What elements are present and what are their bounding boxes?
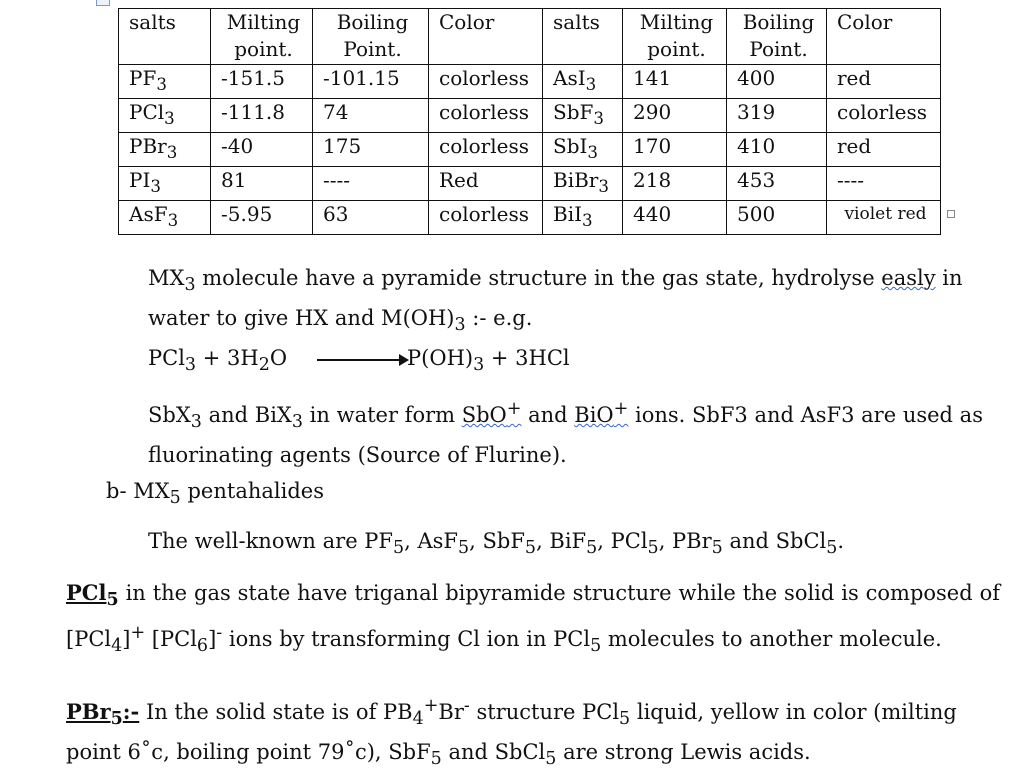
halides-table [118, 8, 941, 235]
spelling-flag: easly [881, 266, 936, 290]
header-cell: Milting point. [211, 9, 313, 65]
boiling-point-cell: 500 [727, 201, 827, 235]
salt-cell: $PF_3$ [119, 65, 211, 99]
boiling-point-cell: 63 [313, 201, 429, 235]
header-cell: Milting point. [623, 9, 727, 65]
salt-cell: $PI_3$ [119, 167, 211, 201]
paragraph-sbx3-bix3: SbX$_3$ and BiX$_3$ in water form SbO+ and BiO+ ions. SbF3 and AsF3 are used as fluorinating agents (Source of Flurine). [148, 399, 983, 468]
color-cell: colorless [827, 99, 941, 133]
melting-point-cell: -151.5 [211, 65, 313, 99]
salt-cell: AsI$_3$ [543, 65, 623, 99]
boiling-point-cell: -101.15 [313, 65, 429, 99]
color-cell: Red [429, 167, 543, 201]
melting-point-cell: -5.95 [211, 201, 313, 235]
section-heading: b- $MX_5$ pentahalides [106, 479, 324, 509]
boiling-point-cell: 319 [727, 99, 827, 133]
boiling-point-cell: ---- [313, 167, 429, 201]
melting-point-cell: 440 [623, 201, 727, 235]
header-cell: Color [429, 9, 543, 65]
salt-cell: SbI$_3$ [543, 133, 623, 167]
header-cell: Color [827, 9, 941, 65]
melting-point-cell: -111.8 [211, 99, 313, 133]
salt-cell: BiBr$_3$ [543, 167, 623, 201]
boiling-point-cell: 74 [313, 99, 429, 133]
color-cell: colorless [429, 133, 543, 167]
color-cell: colorless [429, 65, 543, 99]
paragraph-pbr5: PBr$_5$:- In the solid state is of $PB_4^+Br^-$ structure PCl$_5$ liquid, yellow in color (milting point 6˚c, boiling point 79˚c), SbF$_5$ and SbCl$_5$ are strong Lewis acids. [66, 696, 957, 770]
header-cell: salts [119, 9, 211, 65]
melting-point-cell: 290 [623, 99, 727, 133]
color-cell: ---- [827, 167, 941, 201]
table-row [119, 167, 941, 201]
header-cell: Boiling Point. [313, 9, 429, 65]
header-cell: salts [543, 9, 623, 65]
hydrolysis-equation: $PCl_3 + 3H_2O$ $P(OH)_3 + 3HCl$ [148, 346, 570, 376]
table-row [119, 201, 941, 235]
term-pbr5: PBr$_5$:- [66, 699, 140, 730]
table-resize-handle[interactable] [947, 210, 955, 218]
salt-cell: BiI$_3$ [543, 201, 623, 235]
table-row [119, 133, 941, 167]
color-cell: colorless [429, 99, 543, 133]
table-row [119, 99, 941, 133]
spelling-flag: BiO+ [574, 399, 629, 427]
melting-point-cell: 170 [623, 133, 727, 167]
melting-point-cell: 81 [211, 167, 313, 201]
table-move-handle[interactable] [96, 0, 110, 6]
salt-cell: PBr$_3$ [119, 133, 211, 167]
header-cell: Boiling Point. [727, 9, 827, 65]
table-header-row [119, 9, 941, 65]
melting-point-cell: -40 [211, 133, 313, 167]
salt-cell: PCl$_3$ [119, 99, 211, 133]
color-cell: violet red [827, 201, 941, 235]
salt-cell: SbF$_3$ [543, 99, 623, 133]
boiling-point-cell: 175 [313, 133, 429, 167]
color-cell: red [827, 133, 941, 167]
reaction-arrow-icon [317, 359, 407, 361]
boiling-point-cell: 410 [727, 133, 827, 167]
boiling-point-cell: 453 [727, 167, 827, 201]
melting-point-cell: 141 [623, 65, 727, 99]
paragraph-pcl5: PCl$_5$ in the gas state have triganal bipyramide structure while the solid is composed of [PCl$_4$]+ [PCl$_6$]- ions by transforming Cl ion in PCl$_5$ molecules to another molecule. [66, 580, 1000, 657]
term-pcl5: PCl$_5$ [66, 580, 119, 611]
boiling-point-cell: 400 [727, 65, 827, 99]
table-row [119, 65, 941, 99]
spelling-flag: SbO+ [461, 399, 522, 427]
color-cell: colorless [429, 201, 543, 235]
paragraph-pentahalides: The well-known are $PF_5$, AsF$_5$, SbF$_5$, BiF$_5$, PCl$_5$, PBr$_5$ and SbCl$_5$. [148, 529, 845, 559]
melting-point-cell: 218 [623, 167, 727, 201]
paragraph-hydrolysis: $MX_3$ molecule have a pyramide structure in the gas state, hydrolyse easly in water to give HX and $M(OH)_3$ :- e.g. [148, 266, 963, 336]
salt-cell: AsF$_3$ [119, 201, 211, 235]
color-cell: red [827, 65, 941, 99]
